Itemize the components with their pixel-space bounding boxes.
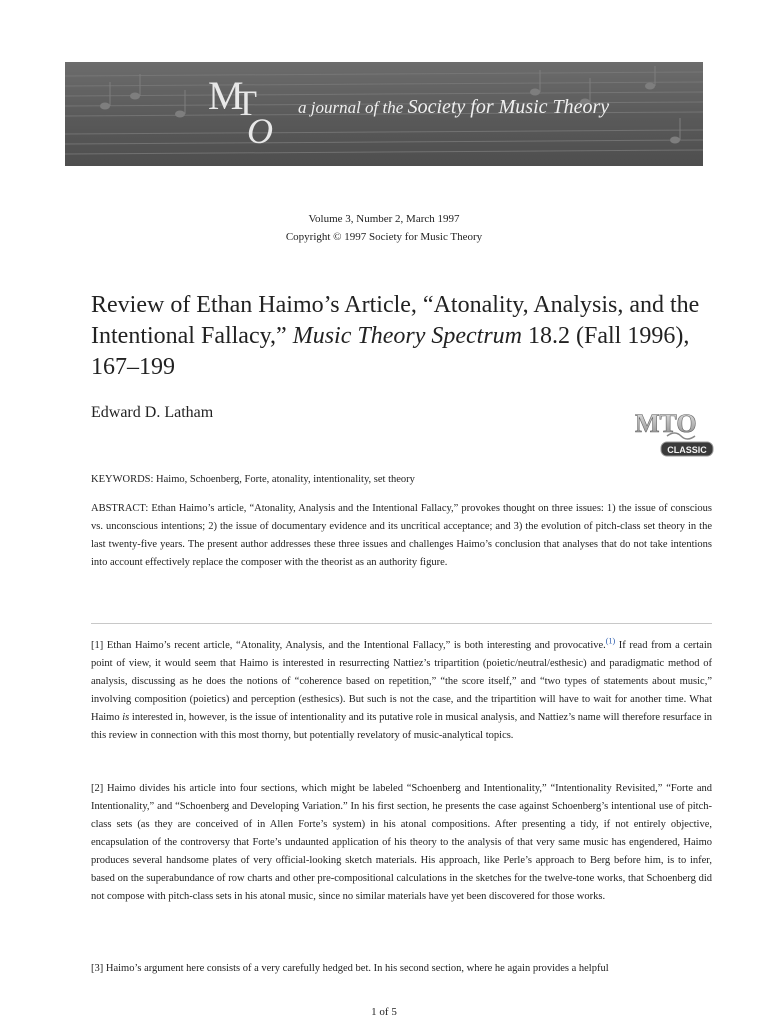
logo-letter-m: M bbox=[208, 73, 242, 118]
logo-letter-o: O bbox=[247, 111, 273, 151]
article-title bbox=[91, 290, 731, 383]
footnote-link-1[interactable]: (1) bbox=[605, 636, 616, 646]
page-number: 1 of 5 bbox=[371, 1006, 397, 1018]
section-divider bbox=[91, 623, 712, 624]
tagline-society: Society for Music Theory bbox=[407, 96, 610, 118]
logo-letter-t: T bbox=[235, 83, 257, 123]
publication-info bbox=[0, 210, 768, 246]
journal-banner bbox=[65, 62, 703, 166]
p1-text-b: If read from a certain point of view, it would seem that Haimo is interested in resurrecting Nattiez’s tripartition (poietic/neutral/esthesic) and paradigmatic method of analysis, discussing as he does the notions of “coherence based on repetition,” “the score itself,” and “two types of statements about music,” involving composition (poietics) and perception (esthesics). But such is not the case, and the tripartition will have to wait for another time. What Haimo bbox=[91, 640, 712, 723]
p1-text-a: [1] Ethan Haimo’s recent article, “Atonality, Analysis, and the Intentional Fallacy,” is both interesting and provocative. bbox=[91, 640, 606, 651]
copyright-line: Copyright © 1997 Society for Music Theory bbox=[285, 231, 483, 243]
badge-mto-text: MTO bbox=[635, 409, 697, 438]
volume-line: Volume 3, Number 2, March 1997 bbox=[308, 213, 460, 225]
paragraph-2: [2] Haimo divides his article into four sections, which might be labeled “Schoenberg and Intentionality,” “Intentionality Revisited,” “Forte and Intentionality,” and “Schoenberg and Developing Variation.” In his first section, he presents the case against Schoenberg’s intentional use of pitch-class sets (as they are conceived of in Allen Forte’s system) in his atonal compositions. After presenting a tidy, if not entirely objective, encapsulation of the controversy that Forte’s undaunted application of his theory to the analysis of that very same music has engendered, Haimo produces several handsome plates of very official-looking sketch materials. His approach, like Perle’s approach to Berg before him, is to infer, based on the superabundance of row charts and other pre-compositional calculations in the sketches for the twelve-tone works, that Schoenberg did not compose with pitch-class sets in his atonal music, since no similar materials have yet been discovered for those works. bbox=[91, 783, 712, 902]
keywords: KEYWORDS: Haimo, Schoenberg, Forte, atonality, intentionality, set theory bbox=[91, 474, 415, 485]
title-journal: Music Theory Spectrum bbox=[292, 323, 522, 349]
journal-tagline bbox=[298, 96, 609, 119]
title-part-2: 18.2 (Fall 1996), 167–199 bbox=[91, 323, 690, 380]
title-part-1: Review of Ethan Haimo’s Article, “Atonality, Analysis, and the Intentional Fallacy,” bbox=[91, 292, 700, 349]
author-name: Edward D. Latham bbox=[91, 404, 214, 421]
p1-emphasis: is bbox=[122, 712, 130, 723]
p1-text-c: interested in, however, is the issue of intentionality and its putative role in musical analysis, and Nattiez’s name will therefore resurface in this review in connection with this most thorny, but potentially revelatory of music-analytical topics. bbox=[91, 712, 712, 741]
abstract: ABSTRACT: Ethan Haimo’s article, “Atonality, Analysis and the Intentional Fallacy,” provokes thought on three issues: 1) the issue of conscious vs. unconscious intentions; 2) the issue of documentary evidence and its uncritical acceptance; and 3) the evolution of pitch-class set theory in the last twenty-five years. The present author addresses these three issues and challenges Haimo’s conclusion that analyses that do not take intentions into account effectively replace the composer with the theorist as an authority figure. bbox=[91, 503, 712, 568]
paragraph-1 bbox=[91, 637, 712, 745]
paragraph-3: [3] Haimo’s argument here consists of a very carefully hedged bet. In his second section, where he again provides a helpful bbox=[91, 963, 609, 974]
mto-classic-badge-icon bbox=[631, 402, 717, 458]
tagline-prefix: a journal of the bbox=[298, 98, 408, 117]
badge-classic-text: CLASSIC bbox=[667, 445, 707, 455]
